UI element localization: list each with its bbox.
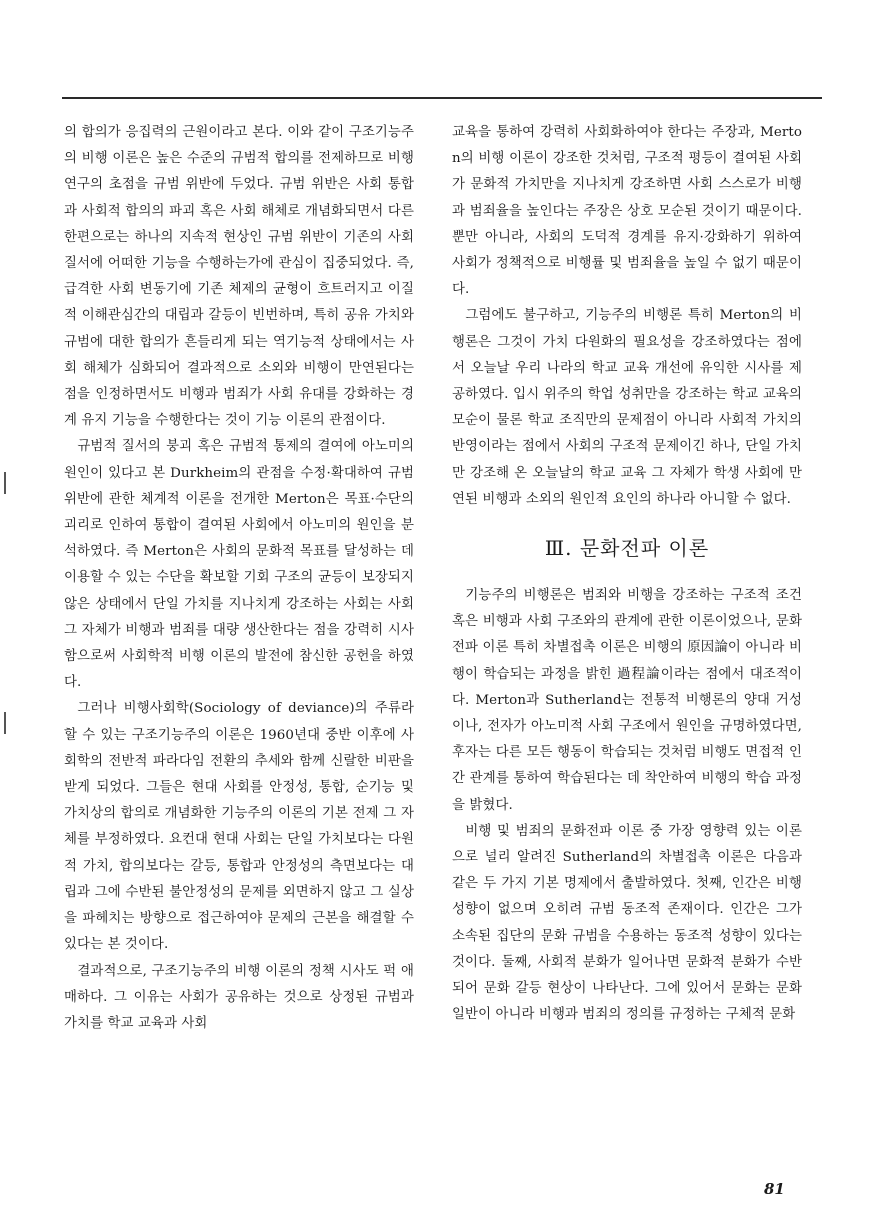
body-paragraph: 비행 및 범죄의 문화전파 이론 중 가장 영향력 있는 이론으로 널리 알려진 Sutherland의 차별접촉 이론은 다음과 같은 두 가지 기본 명제에서 출발하였다. 첫째, 인간은 비행 성향이 없으며 오히려 규범 동조적 존재이다. 인간은 그가 소속된 집단의 문화 규범을 수용하는 동조적 성향이 있다는 것이다. 둘째, 사회적 분화가 일어나면 문화적 분화가 수반되어 문화 갈등 현상이 나타난다. 그에 있어서 문화는 문화 일반이 아니라 비행과 범죄의 정의를 규정하는 구체적 문화	[452, 823, 802, 1023]
margin-mark	[4, 472, 6, 494]
body-paragraph: 그럼에도 불구하고, 기능주의 비행론 특히 Merton의 비행론은 그것이 가치 다원화의 필요성을 강조하였다는 점에서 오늘날 우리 나라의 학교 교육 개선에 유익한 시사를 제공하였다. 입시 위주의 학업 성취만을 강조하는 학교 교육의 모순이 물론 학교 조직만의 문제점이 아니라 사회적 가치의 반영이라는 점에서 사회의 구조적 문제이긴 하나, 단일 가치만 강조해 온 오늘날의 학교 교육 그 자체가 학생 사회에 만연된 비행과 소외의 원인적 요인의 하나라 아니할 수 없다.	[452, 308, 802, 507]
section-title: 문화전파 이론	[579, 536, 710, 561]
body-paragraph: 규범적 질서의 붕괴 혹은 규범적 통제의 결여에 아노미의 원인이 있다고 본 Durkheim의 관점을 수정·확대하여 규범 위반에 관한 체계적 이론을 전개한 Merton은 목표·수단의 괴리로 인하여 통합이 결여된 사회에서 아노미의 원인을 분석하였다. 즉 Merton은 사회의 문화적 목표를 달성하는 데 이용할 수 있는 수단을 확보할 기회 구조의 균등이 보장되지 않은 상태에서 단일 가치를 지나치게 강조하는 사회는 사회 그 자체가 비행과 범죄를 대량 생산한다는 점을 강력히 시사함으로써 사회학적 비행 이론의 발전에 참신한 공헌을 하였다.	[64, 439, 414, 691]
section-numeral: Ⅲ.	[544, 536, 573, 561]
body-paragraph: 결과적으로, 구조기능주의 비행 이론의 정책 시사도 퍽 애매하다. 그 이유는 사회가 공유하는 것으로 상정된 규범과 가치를 학교 교육과 사회	[64, 963, 414, 1031]
right-column	[452, 120, 802, 1029]
margin-mark	[4, 712, 6, 734]
page-number: 81	[764, 1180, 785, 1198]
body-paragraph: 의 합의가 응집력의 근원이라고 본다. 이와 같이 구조기능주의 비행 이론은 높은 수준의 규범적 합의를 전제하므로 비행 연구의 초점을 규범 위반에 두었다. 규범 위반은 사회 통합과 사회적 합의의 파괴 혹은 사회 해체로 개념화되면서 다른 한편으로는 하나의 지속적 현상인 규범 위반이 기존의 사회 질서에 어떠한 기능을 수행하는가에 관심이 집중되었다. 즉, 급격한 사회 변동기에 기존 체제의 균형이 흐트러지고 이질적 이해관심간의 대립과 갈등이 빈번하며, 특히 공유 가치와 규범에 대한 합의가 흔들리게 되는 역기능적 상태에서는 사회 해체가 심화되어 결과적으로 소외와 비행이 만연된다는 점을 인정하면서도 비행과 범죄가 사회 유대를 강화하는 경계 유지 기능을 수행한다는 것이 기능 이론의 관점이다.	[64, 125, 414, 429]
header-rule	[62, 97, 822, 99]
body-paragraph: 기능주의 비행론은 범죄와 비행을 강조하는 구조적 조건 혹은 비행과 사회 구조와의 관계에 관한 이론이었으나, 문화전파 이론 특히 차별접촉 이론은 비행의 原因論이 아니라 비행이 학습되는 과정을 밝힌 過程論이라는 점에서 대조적이다. Merton과 Sutherland는 전통적 비행론의 양대 거성이나, 전자가 아노미적 사회 구조에서 원인을 규명하였다면, 후자는 다른 모든 행동이 학습되는 것처럼 비행도 면접적 인간 관계를 통하여 학습된다는 데 착안하여 비행의 학습 과정을 밝혔다.	[452, 588, 802, 813]
body-paragraph: 그러나 비행사회학(Sociology of deviance)의 주류라 할 수 있는 구조기능주의 이론은 1960년대 중반 이후에 사회학의 전반적 파라다임 전환의 추세와 함께 신랄한 비판을 받게 되었다. 그들은 현대 사회를 안정성, 통합, 순기능 및 가치상의 합의로 개념화한 기능주의 이론의 기본 전제 그 자체를 부정하였다. 요컨대 현대 사회는 단일 가치보다는 다원적 가치, 합의보다는 갈등, 통합과 안정성의 측면보다는 대립과 그에 수반된 불안정성의 문제를 외면하지 않고 그 실상을 파헤치는 방향으로 접근하여야 문제의 근본을 해결할 수 있다는 본 것이다.	[64, 701, 414, 953]
left-column	[64, 120, 414, 1037]
section-heading	[452, 533, 802, 563]
body-paragraph: 교육을 통하여 강력히 사회화하여야 한다는 주장과, Merton의 비행 이론이 강조한 것처럼, 구조적 평등이 결여된 사회가 문화적 가치만을 지나치게 강조하면 사회 스스로가 비행과 범죄율을 높인다는 주장은 상호 모순된 것이기 때문이다. 뿐만 아니라, 사회의 도덕적 경계를 유지·강화하기 위하여 사회가 정책적으로 비행률 및 범죄율을 높일 수 없기 때문이다.	[452, 125, 802, 298]
